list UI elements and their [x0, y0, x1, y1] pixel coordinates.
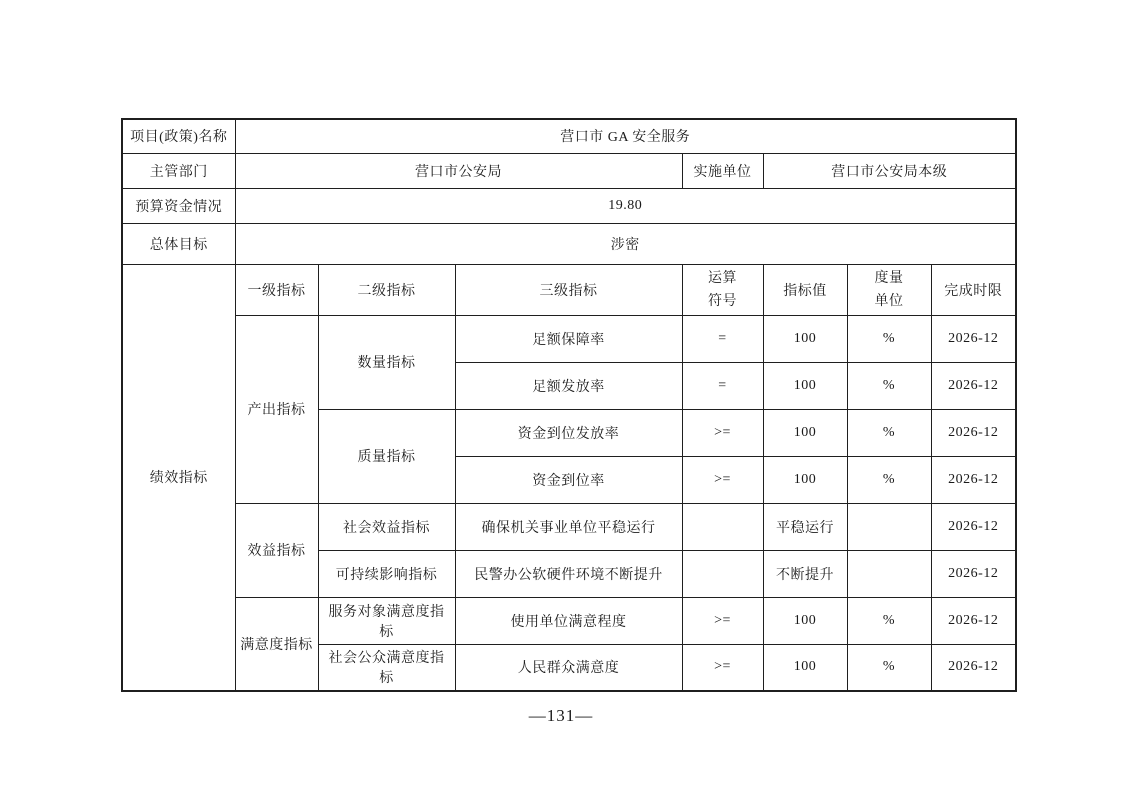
cell-unit: % [847, 409, 931, 456]
header-level3: 三级指标 [455, 264, 682, 315]
dept-label: 主管部门 [122, 153, 235, 188]
cell-operator [682, 503, 763, 550]
cell-operator: >= [682, 409, 763, 456]
header-operator [682, 264, 763, 315]
row-budget [122, 188, 1016, 223]
impl-unit-label: 实施单位 [682, 153, 763, 188]
goal-value: 涉密 [235, 223, 1016, 264]
header-level1: 一级指标 [235, 264, 318, 315]
cell-operator: >= [682, 597, 763, 644]
cell-level2-quantity: 数量指标 [318, 315, 455, 409]
cell-target-value: 100 [763, 456, 847, 503]
cell-unit [847, 503, 931, 550]
cell-operator: = [682, 315, 763, 362]
cell-unit: % [847, 362, 931, 409]
cell-target-value: 100 [763, 315, 847, 362]
cell-deadline: 2026-12 [931, 409, 1016, 456]
cell-deadline: 2026-12 [931, 597, 1016, 644]
budget-value: 19.80 [235, 188, 1016, 223]
goal-label: 总体目标 [122, 223, 235, 264]
header-unit-text: 度量单位 [874, 270, 904, 309]
cell-level2-social-benefit: 社会效益指标 [318, 503, 455, 550]
cell-target-value: 100 [763, 409, 847, 456]
cell-level1-output: 产出指标 [235, 315, 318, 503]
indicator-row [122, 315, 1016, 362]
cell-unit: % [847, 315, 931, 362]
cell-level3: 足额保障率 [455, 315, 682, 362]
cell-operator: >= [682, 644, 763, 691]
cell-level2-service-target: 服务对象满意度指标 [318, 597, 455, 644]
cell-level3: 使用单位满意程度 [455, 597, 682, 644]
cell-unit: % [847, 597, 931, 644]
cell-target-value: 100 [763, 362, 847, 409]
cell-operator [682, 550, 763, 597]
cell-level2-public-satisfaction: 社会公众满意度指标 [318, 644, 455, 691]
cell-deadline: 2026-12 [931, 362, 1016, 409]
row-departments [122, 153, 1016, 188]
cell-level2-sustainability: 可持续影响指标 [318, 550, 455, 597]
cell-level3: 足额发放率 [455, 362, 682, 409]
cell-level1-satisfaction: 满意度指标 [235, 597, 318, 691]
cell-level3: 资金到位发放率 [455, 409, 682, 456]
cell-level3: 人民群众满意度 [455, 644, 682, 691]
cell-level3: 资金到位率 [455, 456, 682, 503]
cell-operator: >= [682, 456, 763, 503]
section-label-performance-indicators: 绩效指标 [122, 264, 235, 691]
cell-level2-quality: 质量指标 [318, 409, 455, 503]
cell-unit [847, 550, 931, 597]
row-indicator-header [122, 264, 1016, 315]
cell-unit: % [847, 644, 931, 691]
indicator-row [122, 597, 1016, 644]
row-project-name [122, 119, 1016, 153]
cell-deadline: 2026-12 [931, 503, 1016, 550]
header-deadline: 完成时限 [931, 264, 1016, 315]
row-overall-goal [122, 223, 1016, 264]
header-unit [847, 264, 931, 315]
indicator-row [122, 503, 1016, 550]
cell-target-value: 100 [763, 644, 847, 691]
cell-level1-benefit: 效益指标 [235, 503, 318, 597]
cell-target-value: 不断提升 [763, 550, 847, 597]
dept-value: 营口市公安局 [235, 153, 682, 188]
cell-deadline: 2026-12 [931, 315, 1016, 362]
performance-indicator-table [121, 118, 1017, 692]
cell-level3: 民警办公软硬件环境不断提升 [455, 550, 682, 597]
cell-deadline: 2026-12 [931, 644, 1016, 691]
header-operator-text: 运算符号 [707, 270, 737, 309]
cell-deadline: 2026-12 [931, 456, 1016, 503]
budget-label: 预算资金情况 [122, 188, 235, 223]
header-target-value: 指标值 [763, 264, 847, 315]
cell-operator: = [682, 362, 763, 409]
project-name-label: 项目(政策)名称 [122, 119, 235, 153]
impl-unit-value: 营口市公安局本级 [763, 153, 1016, 188]
page-number: —131— [528, 706, 594, 725]
project-name-value: 营口市 GA 安全服务 [235, 119, 1016, 153]
cell-target-value: 100 [763, 597, 847, 644]
cell-unit: % [847, 456, 931, 503]
cell-deadline: 2026-12 [931, 550, 1016, 597]
cell-level3: 确保机关事业单位平稳运行 [455, 503, 682, 550]
header-level2: 二级指标 [318, 264, 455, 315]
cell-target-value: 平稳运行 [763, 503, 847, 550]
